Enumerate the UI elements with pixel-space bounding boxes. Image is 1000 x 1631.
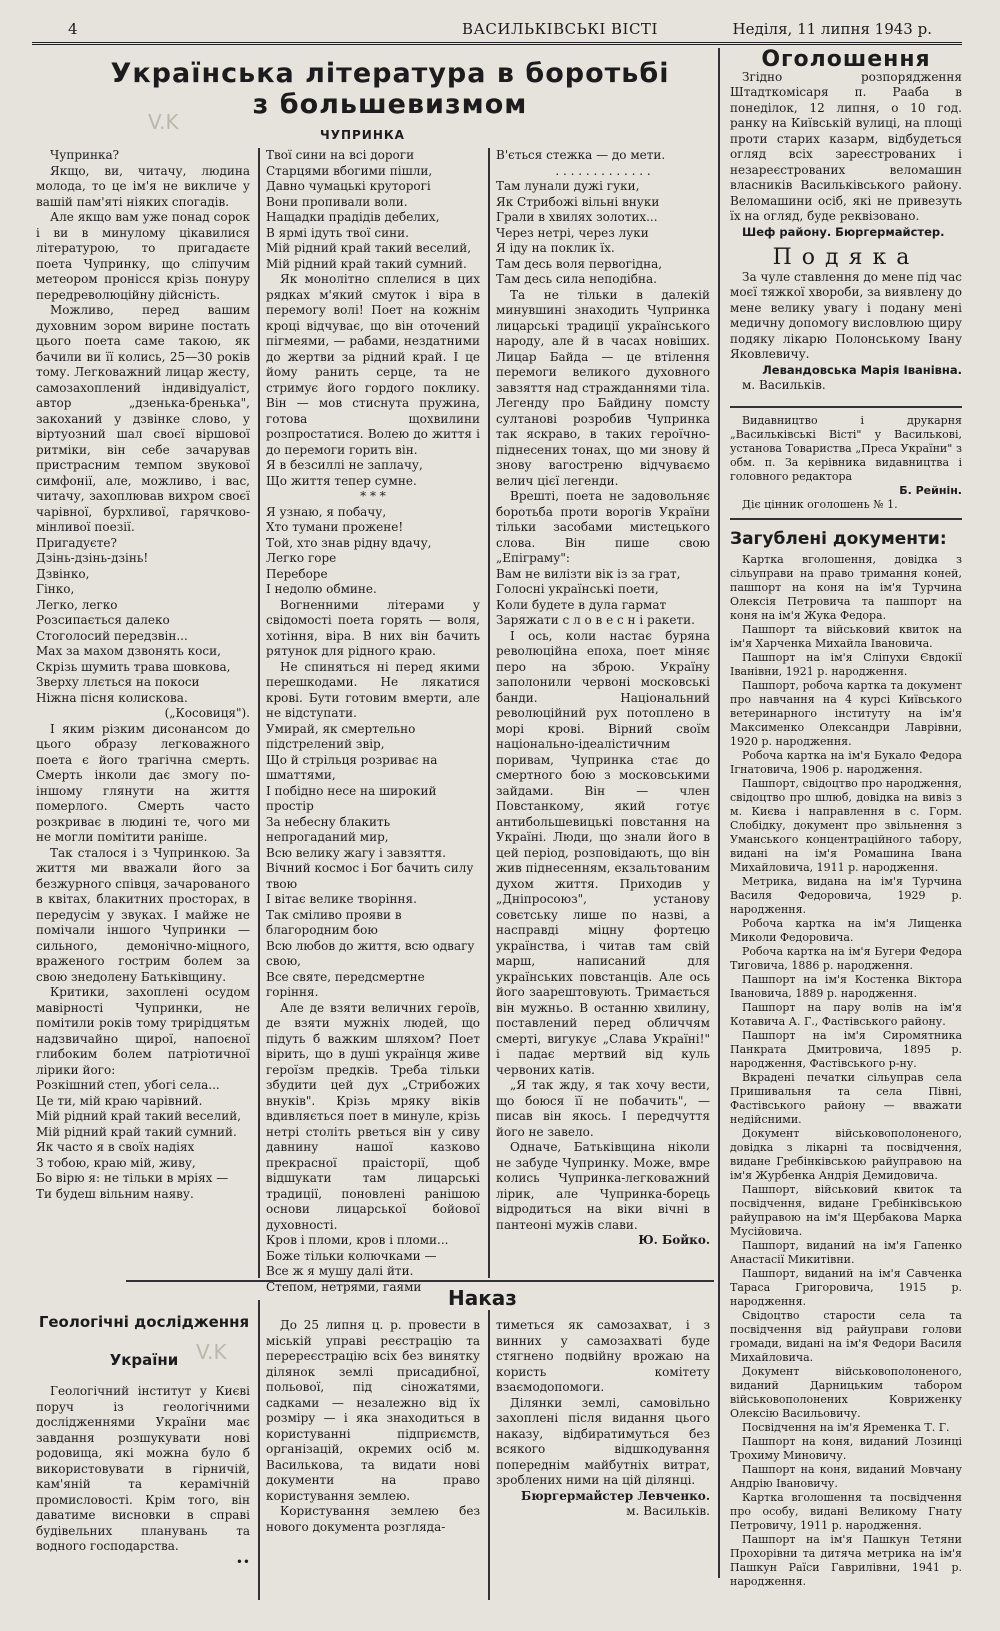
article-paragraph: Критики, захоплені осудом мавірності Чупринки, не помітили років тому трирідцятьм надзвичайно щирої, напоєної глибоким болем патріотичної лірики його:: [36, 985, 250, 1077]
announcement-signature: Шеф району. Бюргермайстер.: [742, 224, 945, 239]
lost-doc-item: Документ військовополоненого, довідка з лікарні та посвідчення, видане Гребінківською райуправою на ім'я Журбенка Андрія Демидовича.: [730, 1127, 962, 1182]
article-paragraph: Хто тумани прожене!: [266, 520, 404, 534]
article-paragraph: Як часто я в своїх надіях: [36, 1140, 195, 1154]
article-paragraph: Розкішний степ, убогі села...: [36, 1078, 220, 1092]
article-paragraph: Я іду на поклик їх.: [496, 241, 615, 255]
lost-doc-item: Картка вголошення, довідка з сільуправи на право тримання коней, пашпорт на коня на ім'я Турчина Олексія Петровича та пашпорт на коня на ім'я Жука Федора.: [730, 553, 962, 622]
article-paragraph: За небесну блакить непрогаданий мир,: [266, 814, 391, 844]
article-paragraph: Вам не вилізти вік із за грат,: [496, 566, 681, 581]
lost-doc-item: Робоча картка на ім'я Лищенка Миколи Федоровича.: [730, 917, 962, 944]
lost-doc-item: Пашпорт на ім'я Сліпухи Євдокії Іванівни, 1921 р. народження.: [730, 651, 962, 678]
article-paragraph: Одначе, Батьківщина ніколи не забуде Чупринку. Може, вмре колись Чупринка-легковажний лірик, але Чупринка-борець відродиться на віки вічні в пантеоні мужів слави.: [496, 1140, 710, 1232]
lost-doc-item: Картка вголошення та посвідчення про особу, видані Великому Гнату Петровичу, 1911 р. народження.: [730, 1491, 962, 1532]
thanks-signature: Левандовська Марія Іванівна.: [762, 362, 962, 377]
article-paragraph: З тобою, краю мій, живу,: [36, 1155, 196, 1170]
article-subtitle: ЧУПРИНКА: [320, 128, 405, 142]
lost-doc-item: Пашпорт, виданий на ім'я Савченка Тараса Григоровича, 1915 р. народження.: [730, 1267, 962, 1308]
article-column-2: [266, 148, 480, 1294]
order-text-2: тиметься як самозахват, і з винних у самозахваті буде стягнено подвійну врожаю на користь комітету взаємодопомоги.: [496, 1318, 710, 1394]
column-rule: [258, 148, 260, 1278]
article-paragraph: „Я так жду, я так хочу вести, що боюся її не побачить", — писав він якось. І передчуття його не завело.: [496, 1078, 710, 1139]
article-paragraph: Степом, нетрями, гаями: [266, 1279, 422, 1294]
order-text-2b: Ділянки землі, самовільно захоплені після видання цього наказу, відбиратимуться без всякого відшкодування попереднім майбутніх витрат, зроблених ними на цій ділянці.: [496, 1395, 710, 1487]
lost-doc-item: Свідоцтво старости села та посвідчення від райуправи голови громади, видані на ім'я Федори Василя Михайловича.: [730, 1309, 962, 1364]
announcement-text: Згідно розпорядження Штадткомісаря п. Рааба в понеділок, 12 липня, о 10 год. ранку на Київській вулиці, на площі проти старих казарм, відбудеться огляд всіх зареєстрованих і незареєстрованих веломашин власників Васильківського району. Веломашини осіб, які не привезуть їх на огляд, буде реквізовано.: [730, 69, 962, 223]
geology-title-line-1: Геологічні дослідження: [38, 1313, 250, 1331]
lost-doc-item: Пашпорт, свідоцтво про народження, свідоцтво про шлюб, довідка на вивіз з м. Києва і направлення в с. Горм. Слобідку, документ про звільнення з Уманського концентраційного табору, видані на ім'я Ромашина Івана Михайловича, 1911 р. народження.: [730, 777, 962, 874]
order-column-1: [266, 1318, 480, 1608]
geology-end-mark: ••: [235, 1554, 250, 1569]
column-rule: [718, 48, 720, 1578]
lost-doc-item: Пашпорт та військовий квиток на ім'я Харченка Михайла Івановича.: [730, 623, 962, 650]
article-paragraph: Я в безсиллі не заплачу,: [266, 458, 423, 472]
article-paragraph: Нащадки прадідів дебелих,: [266, 210, 440, 224]
article-paragraph: Так сміливо прояви в благородним бою: [266, 907, 402, 937]
order-column-2: [496, 1318, 710, 1608]
article-paragraph: Голосні українські поети,: [496, 582, 659, 596]
lost-doc-item: Пашпорт, виданий на ім'я Гапенко Анастасії Микитівни.: [730, 1239, 962, 1266]
lost-doc-item: Робоча картка на ім'я Бугери Федора Тиговича, 1886 р. народження.: [730, 945, 962, 972]
masthead: [32, 14, 962, 45]
article-column-1: [36, 148, 250, 1278]
lost-doc-item: Пашпорт на коня, виданий Лозинці Трохиму Миновичу.: [730, 1435, 962, 1462]
publisher-box: [730, 406, 962, 520]
order-title: Наказ: [448, 1286, 517, 1310]
article-paragraph: Я узнаю, я побачу,: [266, 504, 387, 519]
article-paragraph: Все ж я мушу далі йти.: [266, 1264, 414, 1278]
article-paragraph: Але якщо вам уже понад сорок і ви в минулому цікавилися літературою, то пригадаєте поета Чупринку, що сліпучим метеором пронісся крізь понуру передреволюційну дійсність.: [36, 210, 250, 302]
article-paragraph: Твої сини на всі дороги: [266, 148, 415, 162]
article-paragraph: Розсипається далеко: [36, 613, 170, 627]
article-paragraph: Дзінь-дзінь-дзінь!: [36, 551, 149, 565]
publisher-text: Видавництво і друкарня „Васильківські Вісті" у Василькові, установа Товариства „Преса України" з обм. п. За керівника видавництва і головного редактора: [730, 413, 962, 483]
thanks-title: Подяка: [772, 245, 920, 270]
page-number: 4: [68, 20, 78, 38]
article-paragraph: Мій рідний край такий веселий,: [36, 1109, 242, 1123]
article-paragraph: Ніжна пісня колискова.: [36, 690, 188, 705]
article-paragraph: Можливо, перед вашим духовним зором вирине постать цього поета саме такою, як бачили ви її колись, 25—30 років тому. Легковажний лицар жесту, самозахоплений індивідуаліст, автор „дзенька-бренька", закоханий у дзвінке слово, у віртуозний шал своєї віршової ритміки, він себе зачарував пристрасним темпом звукової симфонії, але, можливо, і вас, читачу, захоплював вихром своєї чарівної, бурхливої, гарячково-мінливої поезії.: [36, 303, 250, 534]
article-paragraph: Скрізь шумить трава шовкова,: [36, 659, 231, 674]
article-paragraph: Так сталося і з Чупринкою. За життя ми вважали його за безжурного співця, зачарованого в квітах, блакитних просторах, в передусім у звуках. І майже не помічали іншого Чупринки — сильного, демонічно-міцного, враженого гострим болем за свою знедолену Батьківщину.: [36, 845, 250, 984]
article-paragraph: Всю велику жагу і завзяття.: [266, 845, 446, 860]
article-paragraph: Коли будете в дула гармат: [496, 597, 667, 612]
geology-margin-note: V.K: [196, 1340, 227, 1364]
lost-doc-item: Пашпорт на коня, виданий Мовчану Андрію Івановичу.: [730, 1463, 962, 1490]
article-paragraph: Умирай, як смертельно підстрелений звір,: [266, 721, 416, 751]
thanks-text: За чуле ставлення до мене під час моєї тяжкої хвороби, за виявлену до мене велику увагу і подану мені медичну допомогу висловлюю щиру подяку лікарю Полонському Івану Яковлевичу.: [730, 269, 962, 361]
right-column: [730, 47, 962, 1589]
article-paragraph: Що й стрільця розриває на шматтями,: [266, 752, 438, 782]
lost-doc-item: Пашпорт на ім'я Пашкун Тетяни Прохорівни та дитяча метрика на ім'я Пашкун Раїси Гаврилівни, 1941 р. народження.: [730, 1533, 962, 1588]
margin-note: V.K: [148, 110, 179, 134]
article-paragraph: Той, хто знав рідну вдачу,: [266, 535, 432, 550]
article-paragraph: Вогненними літерами у свідомості поета горять — воля, хотіння, віра. В них він бачить рятунок для рідного краю.: [266, 597, 480, 658]
article-paragraph: І побідно несе на широкий простір: [266, 783, 437, 813]
article-paragraph: Врешті, поета не задовольняє боротьба проти ворогів України тільки засобами мистецького слова. Він пише свою „Епіграму":: [496, 489, 710, 565]
article-paragraph: Переборе: [266, 566, 328, 581]
column-rule: [258, 1300, 260, 1600]
article-paragraph: Що життя тепер сумне.: [266, 473, 417, 488]
article-paragraph: Вічний космос і Бог бачить силу твою: [266, 861, 474, 891]
lost-doc-item: Пашпорт на ім'я Сиромятника Панкрата Дмитровича, 1895 р. народження, Фастівського р-ну.: [730, 1029, 962, 1070]
article-paragraph: Там десь сила неподібна.: [496, 272, 657, 286]
publisher-price: Діє цінник оголошень № 1.: [742, 497, 898, 511]
lost-doc-item: Метрика, видана на ім'я Турчина Василя Федоровича, 1929 р. народження.: [730, 875, 962, 916]
lost-doc-item: Документ військовополоненого, виданий Дарницьким табором військовополонених Ковриженку Олексію Васильовичу.: [730, 1365, 962, 1420]
lost-doc-item: Вкрадені печатки сільуправ села Пришивальня та села Півні, Фастівського району — вважати недійсними.: [730, 1071, 962, 1126]
lost-docs-title: Загублені документи:: [730, 528, 947, 549]
headline-line-1: Українська література в боротьбі: [110, 58, 670, 89]
lost-doc-item: Пашпорт на ім'я Костенка Віктора Івановича, 1889 р. народження.: [730, 973, 962, 1000]
article-paragraph: Гінко,: [36, 582, 75, 596]
article-paragraph: Ю. Бойко.: [638, 1233, 710, 1247]
geology-text-column: [36, 1384, 250, 1604]
lost-doc-item: Пашпорт, робоча картка та документ про навчання на 4 курсі Київського ветеринарного інституту на ім'я Максименко Олександри Лаврівни, 1920 р. народження.: [730, 679, 962, 748]
article-paragraph: Все святе, передсмертне горіння.: [266, 969, 425, 999]
thanks-place: м. Васильків.: [742, 378, 826, 392]
announcement-title: Оголошення: [761, 47, 931, 72]
article-paragraph: Якщо, ви, читачу, людина молода, то це ім'я не викличе у вашій пам'яті ніяких спогадів.: [36, 163, 250, 209]
lost-doc-item: Пашпорт, військовий квиток та посвідчення, видане Гребінківською райуправою на ім'я Щербакова Марка Мусійовича.: [730, 1183, 962, 1238]
article-paragraph: Але де взяти величних героїв, де взяти мужніх людей, що підуть б важким шляхом? Поет вірить, що в душі українця живе героїзм предків. Треба тільки збудити цей дух „Стрибожих внуків". Крізь мряку віків вдивляється поет в минуле, крізь нетрі століть рветься він у сиву давнину нашої казково прекрасної праісторії, щоб відшукати там лицарські традиції, поновлені ранішою основи лицарської бойової духовності.: [266, 1000, 480, 1232]
article-paragraph: Мій рідний край такий веселий,: [266, 241, 472, 255]
article-paragraph: І вітає велике творіння.: [266, 892, 417, 906]
geology-text: Геологічний інститут у Києві поруч із геологічними дослідженнями України має завдання розшукувати нові родовища, які можна було б використовувати в гірничій, кам'яній та керамічній промисловості. Крім того, він даватиме висновки в справі будівельних планувань та водного господарства.: [36, 1384, 250, 1553]
article-paragraph: Дзвінко,: [36, 566, 90, 581]
lost-docs-list: [730, 553, 962, 1589]
article-paragraph: І яким різким дисонансом до цього образу легковажного поета є його трагічна смерть. Смерть інколи дає змогу по-іншому глянути на життя померлого. Смерть часто розкриває в людині те, чого ми не могли помітити раніше.: [36, 721, 250, 844]
article-paragraph: Старцями вбогими пішли,: [266, 163, 433, 178]
geology-title-line-2: України: [109, 1351, 179, 1369]
order-text-1: До 25 липня ц. р. провести в міській управі реєстрацію та перереєстрацію всіх без винятку ділянок землі присадибної, польової, під сіножатями, садками — незалежно від їх розміру — і яка знаходиться в користуванні підприємств, організацій, окремих осіб м. Василькова, та видати нові документи на право користування землею.: [266, 1318, 480, 1503]
publisher-editor: Б. Рейнін.: [899, 483, 962, 497]
article-paragraph: Зверху ллється на покоси: [36, 675, 200, 689]
lost-doc-item: Посвідчення на ім'я Яременка Т. Г.: [742, 1421, 950, 1434]
article-paragraph: Як Стрибожі вільні внуки: [496, 194, 660, 209]
article-paragraph: Пригадуєте?: [36, 535, 117, 550]
article-paragraph: Це ти, мій краю чарівний.: [36, 1093, 203, 1108]
article-paragraph: В'ється стежка — до мети.: [496, 148, 666, 162]
article-paragraph: Легко горе: [266, 551, 337, 565]
article-paragraph: Боже тільки колючками —: [266, 1248, 437, 1263]
article-paragraph: Вони пропивали воли.: [266, 194, 408, 209]
issue-date: Неділя, 11 липня 1943 р.: [732, 20, 932, 38]
article-paragraph: * * *: [360, 489, 386, 503]
article-paragraph: Та не тільки в далекій минувшині знаходить Чупринка лицарські традиції українського народу, але й в часах новіших. Лицар Байда — це втілення перемоги великого духовного завзяття над стражданнями тіла. Легенду про Байдину помсту султанові розробив Чупринка так яскраво, в таких героїчно-піднесених тонах, що ми знову й знову вагостреню відчуваємо велич цієї легенди.: [496, 287, 710, 488]
article-paragraph: Давно чумацькі круторогі: [266, 179, 431, 193]
article-paragraph: Кров і пломи, кров і пломи...: [266, 1233, 449, 1247]
article-paragraph: Не спиняться ні перед якими перешкодами. Не лякатися крові. Бути готовим вмерти, але не відступати.: [266, 659, 480, 720]
article-paragraph: І ось, коли настає буряна революційна епоха, поет міняє перо на зброю. Україну заполонили червоні московські банди. Національний революційний рух потоплено в морі крові. Вірний своїм національно-ідеалістичним поривам, Чупринка стає до смертного бою з московськими зайдами. Він — член Повстанкому, який готує антибольшевицькі повстання на Україні. Люди, що знали його в цей період, розповідають, що він жив піднесенням, екзальтованим духом життя. Приходив у „Дніпросоюз", установу совєтську лише по назві, а насправді міцну фортецю українства, і читав там свій марш, написаний для українських повстанців. Але ось його заарештовують. Тримається він мужньо. В останню хвилину, поставлений перед обличчям смерті, вигукує „Слава Україні!" і падає мертвий від куль червоних катів.: [496, 628, 710, 1077]
article-paragraph: Стоголосий передзвін...: [36, 628, 188, 643]
article-paragraph: Мій рідний край такий сумний.: [36, 1124, 237, 1139]
article-paragraph: Ти будеш вільним наяву.: [36, 1186, 194, 1201]
column-rule: [488, 148, 490, 1278]
article-paragraph: Мах за махом дзвонять коси,: [36, 644, 221, 658]
order-signature: Бюргермайстер Левченко.: [520, 1488, 710, 1503]
article-paragraph: Заряжати с л о в е с н і ракети.: [496, 613, 695, 627]
article-paragraph: Через нетрі, через луки: [496, 225, 649, 240]
column-rule: [488, 1310, 490, 1600]
article-paragraph: Там лунали дужі гуки,: [496, 179, 640, 193]
lost-doc-item: Пашпорт на пару волів на ім'я Котавича А. Г., Фастівського району.: [730, 1001, 962, 1028]
article-paragraph: Там десь воля первогідна,: [496, 256, 663, 271]
article-paragraph: („Косовиця").: [164, 706, 250, 720]
order-place: м. Васильків.: [626, 1504, 710, 1518]
article-paragraph: Чупринка?: [50, 148, 120, 162]
article-paragraph: Мій рідний край такий сумний.: [266, 256, 467, 271]
article-paragraph: . . . . . . . . . . . . .: [555, 163, 651, 178]
article-paragraph: Грали в хвилях золотих...: [496, 210, 658, 224]
article-paragraph: Всю любов до життя, всю одвагу свою,: [266, 938, 475, 968]
headline-line-2: з большевизмом: [252, 89, 528, 120]
order-text-1b: Користування землею без нового документа розгляда-: [266, 1504, 480, 1534]
article-paragraph: Легко, легко: [36, 597, 118, 612]
article-paragraph: Як монолітно сплелися в цих рядках м'який смуток і віра в перемогу волі! Поет на кожнім кроці відчуває, що він оточений пігмеями, — рабами, нездатними до жертви за рідний край. І це йому ранить серце, та не стримує його гордого поклику. Він — мов стиснута пружина, готова щохвилини розпростатися. Волею до життя і до перемоги горить він.: [266, 272, 480, 457]
article-paragraph: В ярмі ідуть твої сини.: [266, 225, 409, 240]
lost-doc-item: Робоча картка на ім'я Букало Федора Ігнатовича, 1906 р. народження.: [730, 749, 962, 776]
article-paragraph: Бо вірю я: не тільки в мріях —: [36, 1171, 229, 1185]
article-paragraph: І недолю обмине.: [266, 582, 377, 596]
newspaper-name: ВАСИЛЬКІВСЬКІ ВІСТІ: [462, 20, 658, 38]
article-column-3: [496, 148, 710, 1278]
